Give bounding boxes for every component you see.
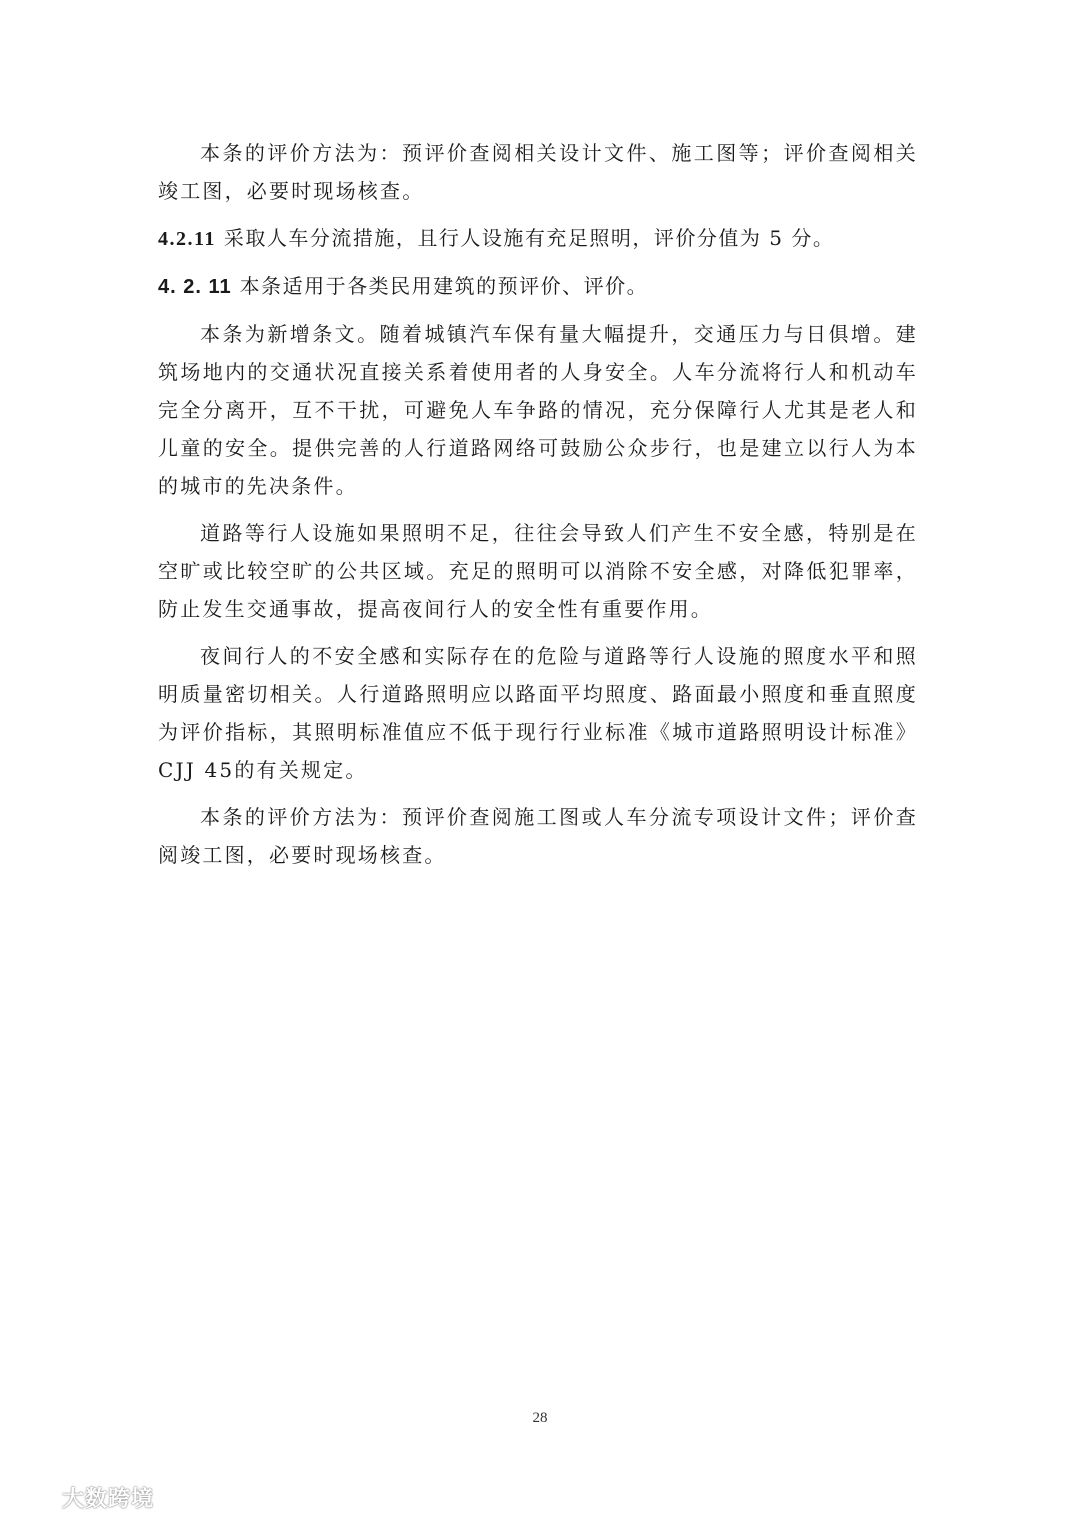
watermark-text: 大数跨境	[62, 1486, 155, 1512]
clause-4-2-11	[158, 219, 918, 258]
paragraph-evaluation-method: 本条的评价方法为：预评价查阅施工图或人车分流专项设计文件；评价查阅竣工图，必要时现场核查。	[158, 805, 918, 867]
clause-number: 4.2.11	[158, 228, 216, 250]
document-page	[158, 134, 918, 883]
explanation-4-2-11	[158, 267, 918, 306]
weibo-logo-icon	[10, 1484, 56, 1510]
paragraph-illuminance: 夜间行人的不安全感和实际存在的危险与道路等行人设施的照度水平和照明质量密切相关。人行道路照明应以路面平均照度、路面最小照度和垂直照度为评价指标，其照明标准值应不低于现行行业标准《城市道路照明设计标准》CJJ 45的有关规定。	[158, 644, 918, 782]
paragraph-evaluation-method-previous: 本条的评价方法为：预评价查阅相关设计文件、施工图等；评价查阅相关竣工图，必要时现场核查。	[158, 141, 918, 203]
explanation-text: 本条适用于各类民用建筑的预评价、评价。	[239, 274, 649, 298]
page-number: 28	[532, 1410, 548, 1426]
clause-text: 采取人车分流措施，且行人设施有充足照明，评价分值为 5 分。	[223, 226, 835, 250]
paragraph-lighting: 道路等行人设施如果照明不足，往往会导致人们产生不安全感，特别是在空旷或比较空旷的公共区域。充足的照明可以消除不安全感，对降低犯罪率，防止发生交通事故，提高夜间行人的安全性有重要作用。	[158, 521, 918, 621]
watermark	[10, 1480, 154, 1514]
explanation-number: 4. 2. 11	[158, 276, 232, 298]
paragraph-new-clause: 本条为新增条文。随着城镇汽车保有量大幅提升，交通压力与日俱增。建筑场地内的交通状况直接关系着使用者的人身安全。人车分流将行人和机动车完全分离开，互不干扰，可避免人车争路的情况，充分保障行人尤其是老人和儿童的安全。提供完善的人行道路网络可鼓励公众步行，也是建立以行人为本的城市的先决条件。	[158, 322, 918, 498]
